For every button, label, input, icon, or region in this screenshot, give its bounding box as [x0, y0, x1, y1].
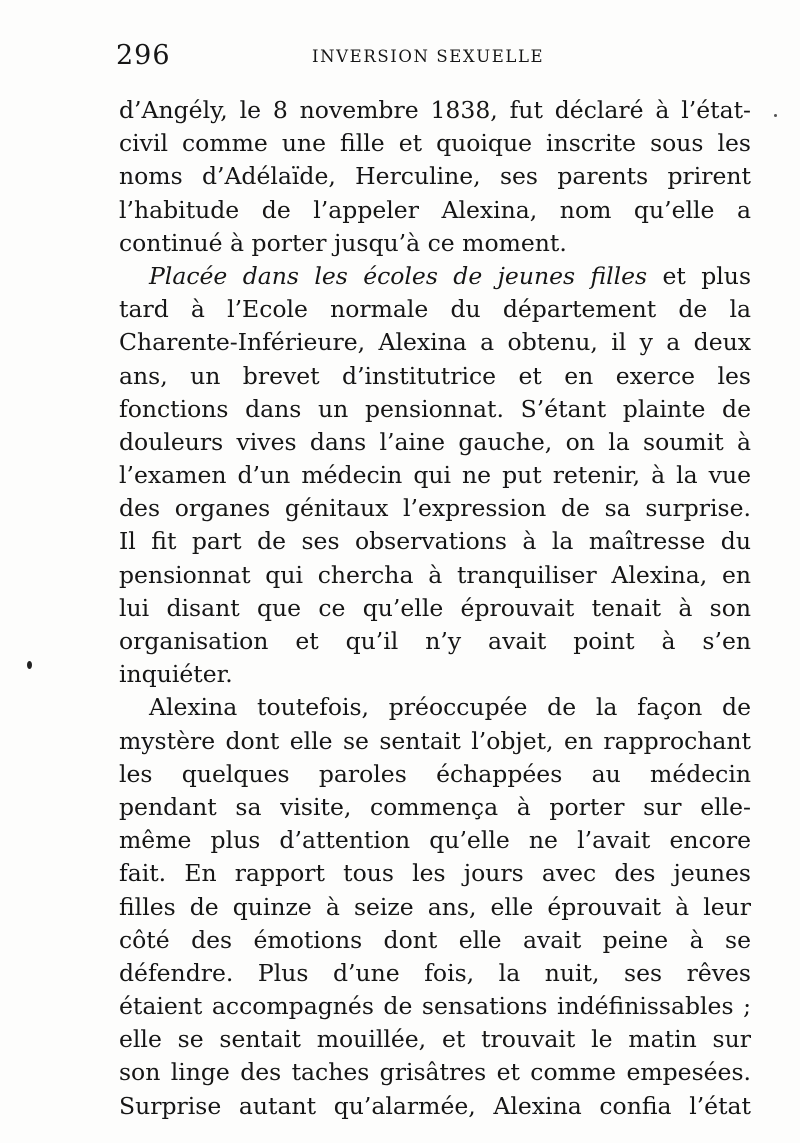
text-segment: côté des émotions dont elle avait peine à se [119, 925, 751, 954]
text-segment: filles de quinze à seize ans, elle éprouvait à leur [119, 892, 751, 921]
text-segment: d’Angély, le 8 novembre 1838, fut déclaré à l’état- [119, 96, 751, 124]
text-line [119, 725, 751, 758]
page-number: 296 [116, 40, 171, 71]
text-segment: l’examen d’un médecin qui ne put retenir, à la vue [119, 461, 751, 490]
text-line [119, 824, 751, 857]
text-segment: fait. En rapport tous les jours avec des jeunes [119, 859, 751, 888]
text-line [119, 326, 751, 359]
text-segment: des organes génitaux l’expression de sa surprise. [119, 494, 751, 523]
text-segment: Alexina toutefois, préoccupée de la façon de [149, 693, 751, 722]
text-segment: lui disant que ce qu’elle éprouvait tenait à son [119, 593, 751, 622]
text-segment: civil comme une fille et quoique inscrite sous les [119, 129, 751, 158]
text-line [119, 658, 751, 691]
text-segment: étaient accompagnés de sensations indéfinissables ; [119, 992, 751, 1021]
text-segment: Charente-Inférieure, Alexina a obtenu, il y a deux [119, 328, 751, 357]
text-segment: inquiéter. [119, 660, 233, 689]
body-text [119, 94, 751, 1123]
text-segment: Il fit part de ses observations à la maîtresse du [119, 527, 751, 556]
text-line [119, 691, 751, 724]
text-line [119, 459, 751, 492]
text-line [119, 559, 751, 592]
text-line [119, 990, 751, 1023]
text-segment: les quelques paroles échappées au médecin [119, 759, 751, 788]
text-segment: pensionnat qui chercha à tranquiliser Alexina, en [119, 560, 751, 589]
text-segment: organisation et qu’il n’y avait point à s’en [119, 627, 751, 655]
text-line [119, 957, 751, 990]
text-line [119, 227, 751, 260]
text-segment: ans, un brevet d’institutrice et en exerce les [119, 361, 751, 390]
text-segment: tard à l’Ecole normale du département de la [119, 295, 751, 324]
text-line [119, 492, 751, 525]
text-line [119, 791, 751, 824]
text-segment: pendant sa visite, commença à porter sur elle- [119, 792, 751, 821]
margin-mark [27, 661, 32, 669]
text-segment: mystère dont elle se sentait l’objet, en rapprochant [119, 726, 751, 755]
text-line [119, 1056, 751, 1089]
text-line [119, 426, 751, 459]
text-line [119, 194, 751, 227]
text-line [119, 393, 751, 426]
text-segment: l’habitude de l’appeler Alexina, nom qu’elle a [119, 195, 751, 224]
text-line [119, 525, 751, 558]
text-line [119, 94, 751, 127]
text-line [119, 160, 751, 193]
text-line [119, 592, 751, 625]
text-line [119, 260, 751, 293]
text-line [119, 293, 751, 326]
margin-dot [774, 114, 777, 117]
text-line [119, 127, 751, 160]
text-segment: Surprise autant qu’alarmée, Alexina confia l’état [119, 1091, 751, 1120]
text-segment: elle se sentait mouillée, et trouvait le matin sur [119, 1025, 751, 1054]
text-segment: douleurs vives dans l’aine gauche, on la soumit à [119, 427, 751, 456]
text-line [119, 857, 751, 890]
running-title: INVERSION SEXUELLE [312, 47, 545, 66]
text-segment: noms d’Adélaïde, Herculine, ses parents prirent [119, 162, 751, 191]
text-segment: et plus [647, 261, 751, 290]
text-segment: même plus d’attention qu’elle ne l’avait encore [119, 826, 751, 855]
page-header [116, 40, 754, 80]
text-line [119, 1023, 751, 1056]
text-segment: son linge des taches grisâtres et comme empesées. [119, 1058, 751, 1087]
text-segment: continué à porter jusqu’à ce moment. [119, 228, 567, 257]
text-line [119, 924, 751, 957]
text-line [119, 625, 751, 658]
italic-text: Placée dans les écoles de jeunes filles [149, 261, 648, 290]
text-line [119, 891, 751, 924]
text-line [119, 1090, 751, 1123]
text-segment: défendre. Plus d’une fois, la nuit, ses rêves [119, 958, 751, 987]
text-segment: fonctions dans un pensionnat. S’étant plainte de [119, 394, 751, 423]
text-line [119, 360, 751, 393]
text-line [119, 758, 751, 791]
